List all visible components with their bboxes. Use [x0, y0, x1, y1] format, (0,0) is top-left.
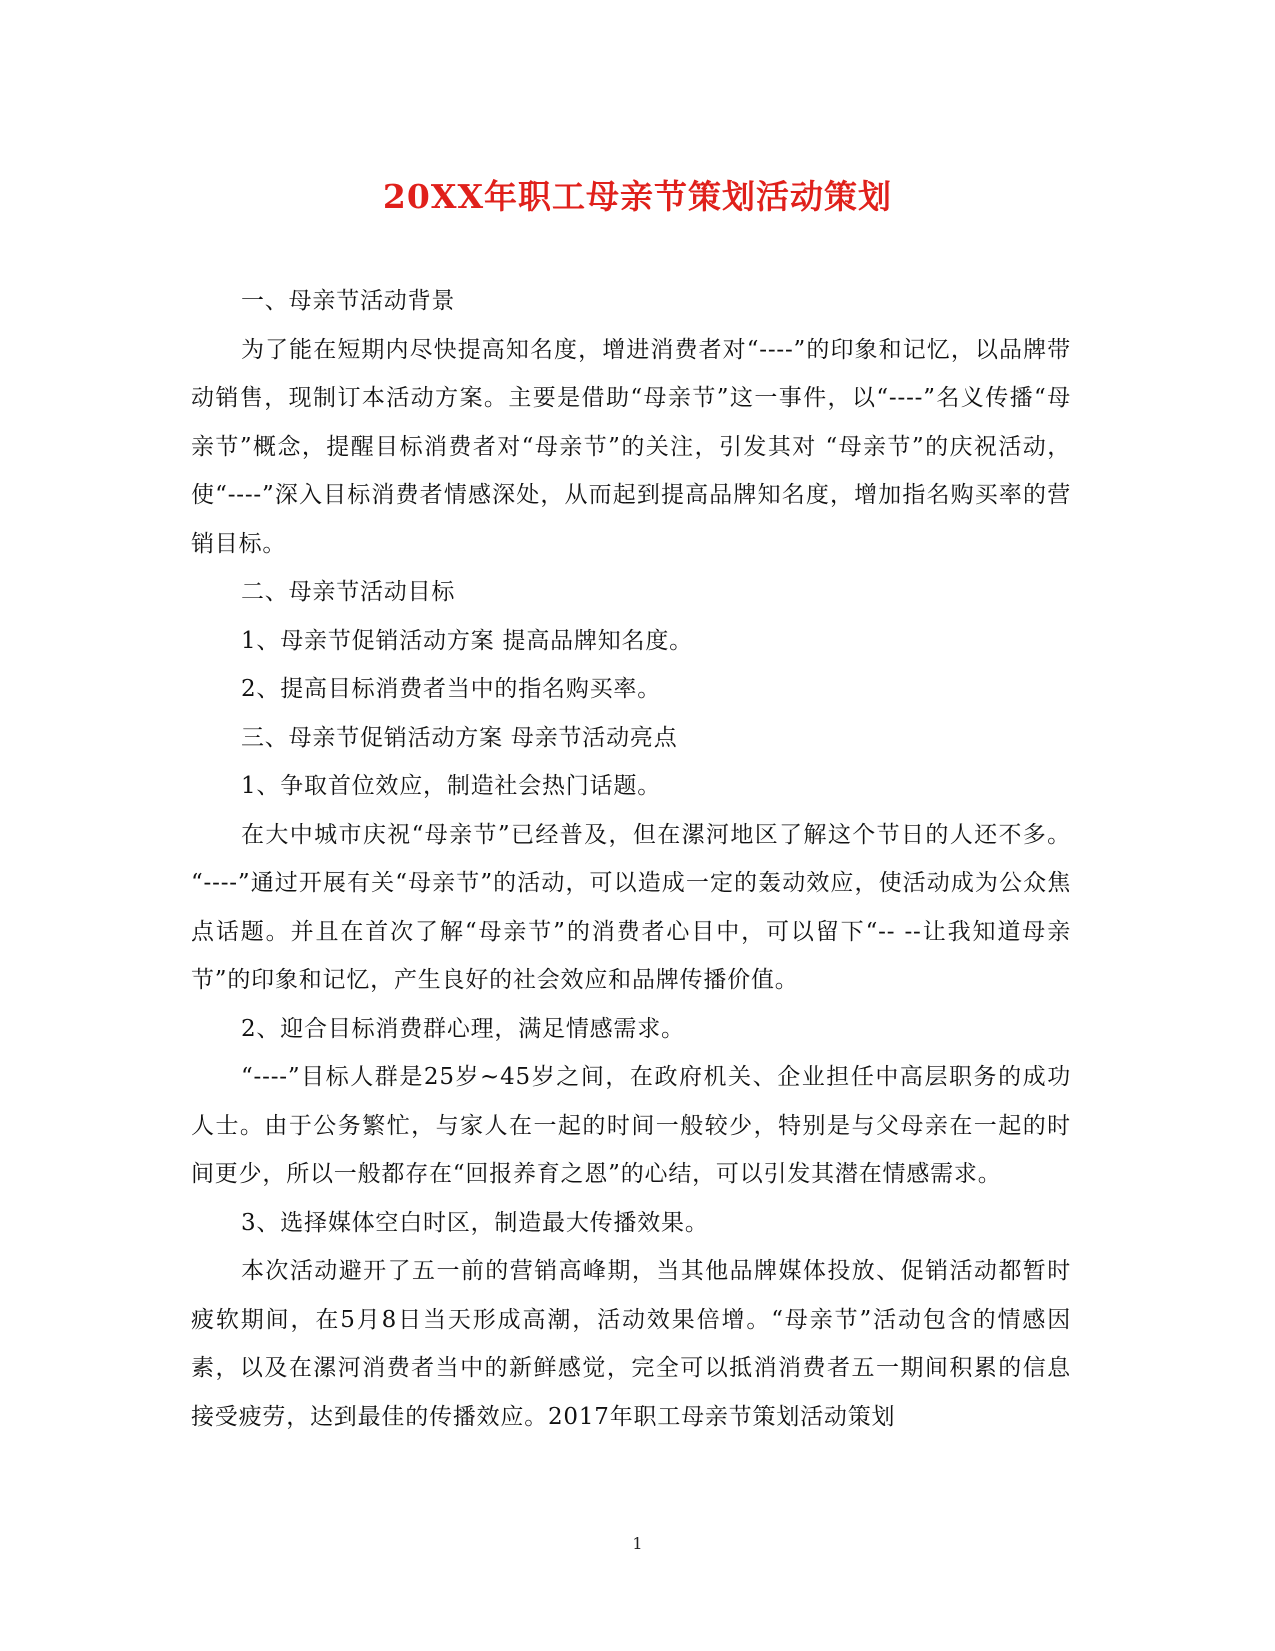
highlight-item-3: 3、选择媒体空白时区，制造最大传播效果。	[241, 1209, 709, 1236]
paragraph-highlight-2: “----”目标人群是25岁~45岁之间，在政府机关、企业担任中高层职务的成功人士。由于公务繁忙，与家人在一起的时间一般较少，特别是与父母亲在一起的时间更少，所以一般都存在“回报养育之恩”的心结，可以引发其潜在情感需求。	[191, 1064, 1071, 1187]
section-heading-background: 一、母亲节活动背景	[241, 288, 456, 314]
document-title: 20XX年职工母亲节策划活动策划	[382, 177, 893, 216]
goal-item-1: 1、母亲节促销活动方案 提高品牌知名度。	[241, 627, 693, 654]
highlight-item-1: 1、争取首位效应，制造社会热门话题。	[241, 773, 662, 799]
paragraph-highlight-1: 在大中城市庆祝“母亲节”已经普及，但在漯河地区了解这个节日的人还不多。 “----”通过开展有关“母亲节”的活动，可以造成一定的轰动效应，使活动成为公众焦点话题。并且在首次了解“母亲节”的消费者心目中，可以留下“-- --让我知道母亲节”的印象和记忆，产生良好的社会效应和品牌传播价值。	[191, 821, 1071, 993]
goal-item-2: 2、提高目标消费者当中的指名购买率。	[241, 676, 662, 702]
section-heading-highlights: 三、母亲节促销活动方案 母亲节活动亮点	[241, 724, 678, 751]
section-heading-goals: 二、母亲节活动目标	[241, 579, 456, 605]
document-body	[191, 277, 1071, 1441]
highlight-item-2: 2、迎合目标消费群心理，满足情感需求。	[241, 1015, 685, 1042]
page-number: 1	[632, 1534, 643, 1553]
paragraph-background: 为了能在短期内尽快提高知名度，增进消费者对“----”的印象和记忆，以品牌带动销售，现制订本活动方案。主要是借助“母亲节”这一事件，以“----”名义传播“母亲节”概念，提醒目标消费者对“母亲节”的关注，引发其对 “母亲节”的庆祝活动，使“----”深入目标消费者情感深处，从而起到提高品牌知名度，增加指名购买率的营销目标。	[191, 336, 1071, 557]
paragraph-highlight-3: 本次活动避开了五一前的营销高峰期，当其他品牌媒体投放、促销活动都暂时疲软期间，在5月8日当天形成高潮，活动效果倍增。“母亲节”活动包含的情感因素，以及在漯河消费者当中的新鲜感觉，完全可以抵消消费者五一期间积累的信息接受疲劳，达到最佳的传播效应。2017年职工母亲节策划活动策划	[191, 1258, 1071, 1430]
